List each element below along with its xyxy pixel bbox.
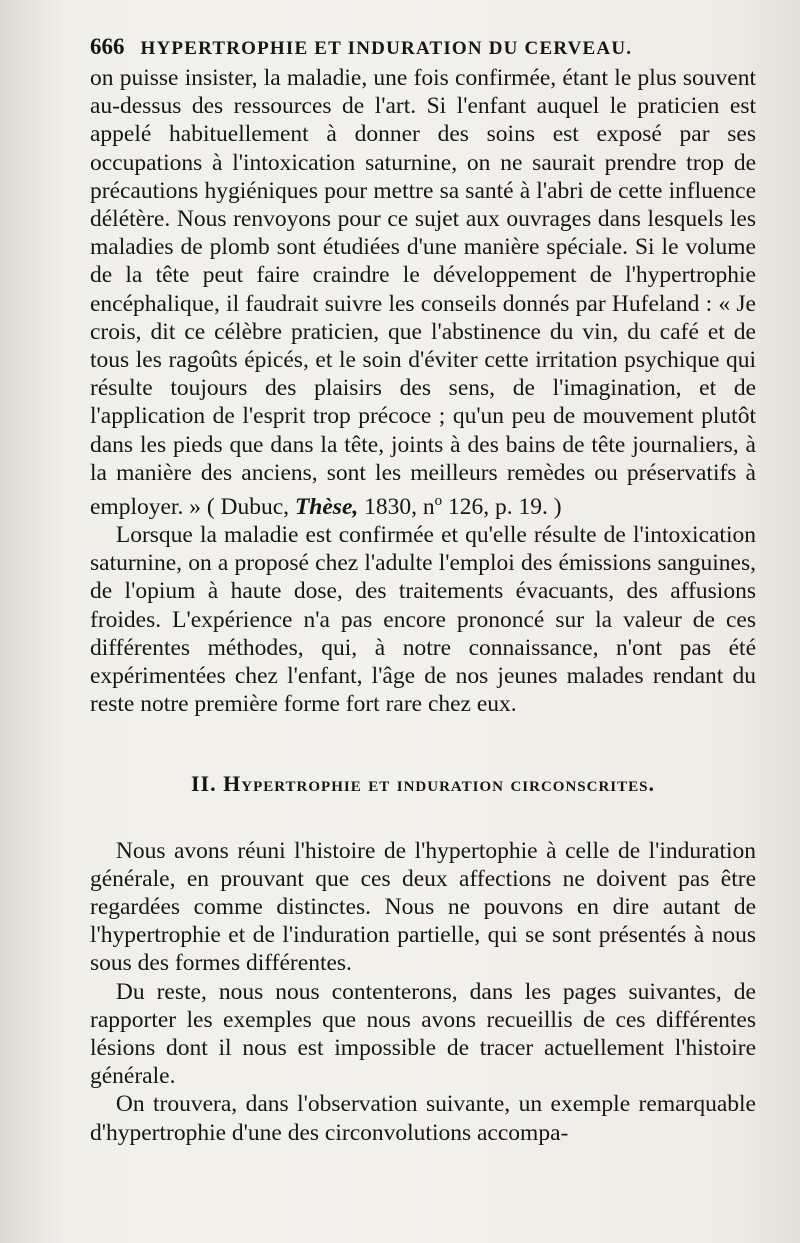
paragraph-5: On trouvera, dans l'observation suivante, un exemple remarquable d'hypertrophie d'une des circonvolutions accompa- — [90, 1091, 756, 1146]
paragraph-3: Nous avons réuni l'histoire de l'hypertophie à celle de l'induration générale, en prouvant que ces deux affections ne doivent pas être regardées comme distinctes. Nous ne pouvons en dire autant de l'hypertrophie et de l'induration partielle, qui se sont présentés à nous sous des formes différentes. — [90, 837, 756, 977]
page-number: 666 — [90, 34, 125, 59]
paragraph-1-text: on puisse insister, la maladie, une fois confirmée, étant le plus souvent au-dessus des ressources de l'art. Si l'enfant auquel le praticien est appelé habituellement à donner des soins est exposé par ses occupations à l'intoxication saturnine, on ne saurait prendre trop de précautions hygiéniques pour mettre sa santé à l'abri de cette influence délétère. Nous renvoyons pour ce sujet aux ouvrages dans lesquels les maladies de plomb sont étudiées d'une manière spéciale. Si le volume de la tête peut faire craindre le développement de l'hypertrophie encéphalique, il faudrait suivre les conseils donnés par Hufeland : « Je crois, dit ce célèbre praticien, que l'abstinence du vin, du café et de tous les ragoûts épicés, et le soin d'éviter cette irritation psychique qui résulte toujours des plaisirs des sens, de l'imagination, et de l'application de l'esprit trop précoce ; qu'un peu de mouvement plutôt dans les pieds que dans la tête, joints à des bains de tête journaliers, à la manière des anciens, sont les meilleurs remèdes ou préservatifs à employer. » ( Dubuc, — [90, 65, 756, 520]
section-heading: II. Hypertrophie et induration circonscrites. — [191, 770, 655, 796]
citation-these: Thèse, — [294, 493, 359, 520]
citation-page: 126, p. 19. ) — [442, 493, 562, 520]
paragraph-4: Du reste, nous nous contenterons, dans les pages suivantes, de rapporter les exemples que nous avons recueillis de ces différentes lésions dont il nous est impossible de tracer actuellement l'histoire générale. — [90, 978, 756, 1090]
citation-superscript: o — [434, 493, 443, 510]
citation-year: 1830, n — [358, 493, 435, 520]
running-title: HYPERTROPHIE ET INDURATION DU CERVEAU. — [140, 38, 633, 59]
running-header — [90, 34, 756, 60]
paragraph-1 — [90, 64, 756, 521]
paragraph-2: Lorsque la maladie est confirmée et qu'elle résulte de l'intoxication saturnine, on a proposé chez l'adulte l'emploi des émissions sanguines, de l'opium à haute dose, des traitements évacuants, des affusions froides. L'expérience n'a pas encore prononcé sur la valeur de ces différentes méthodes, qui, à notre connaissance, n'ont pas été expérimentées chez l'enfant, l'âge de nos jeunes malades rendant du reste notre première forme fort rare chez eux. — [90, 522, 756, 718]
